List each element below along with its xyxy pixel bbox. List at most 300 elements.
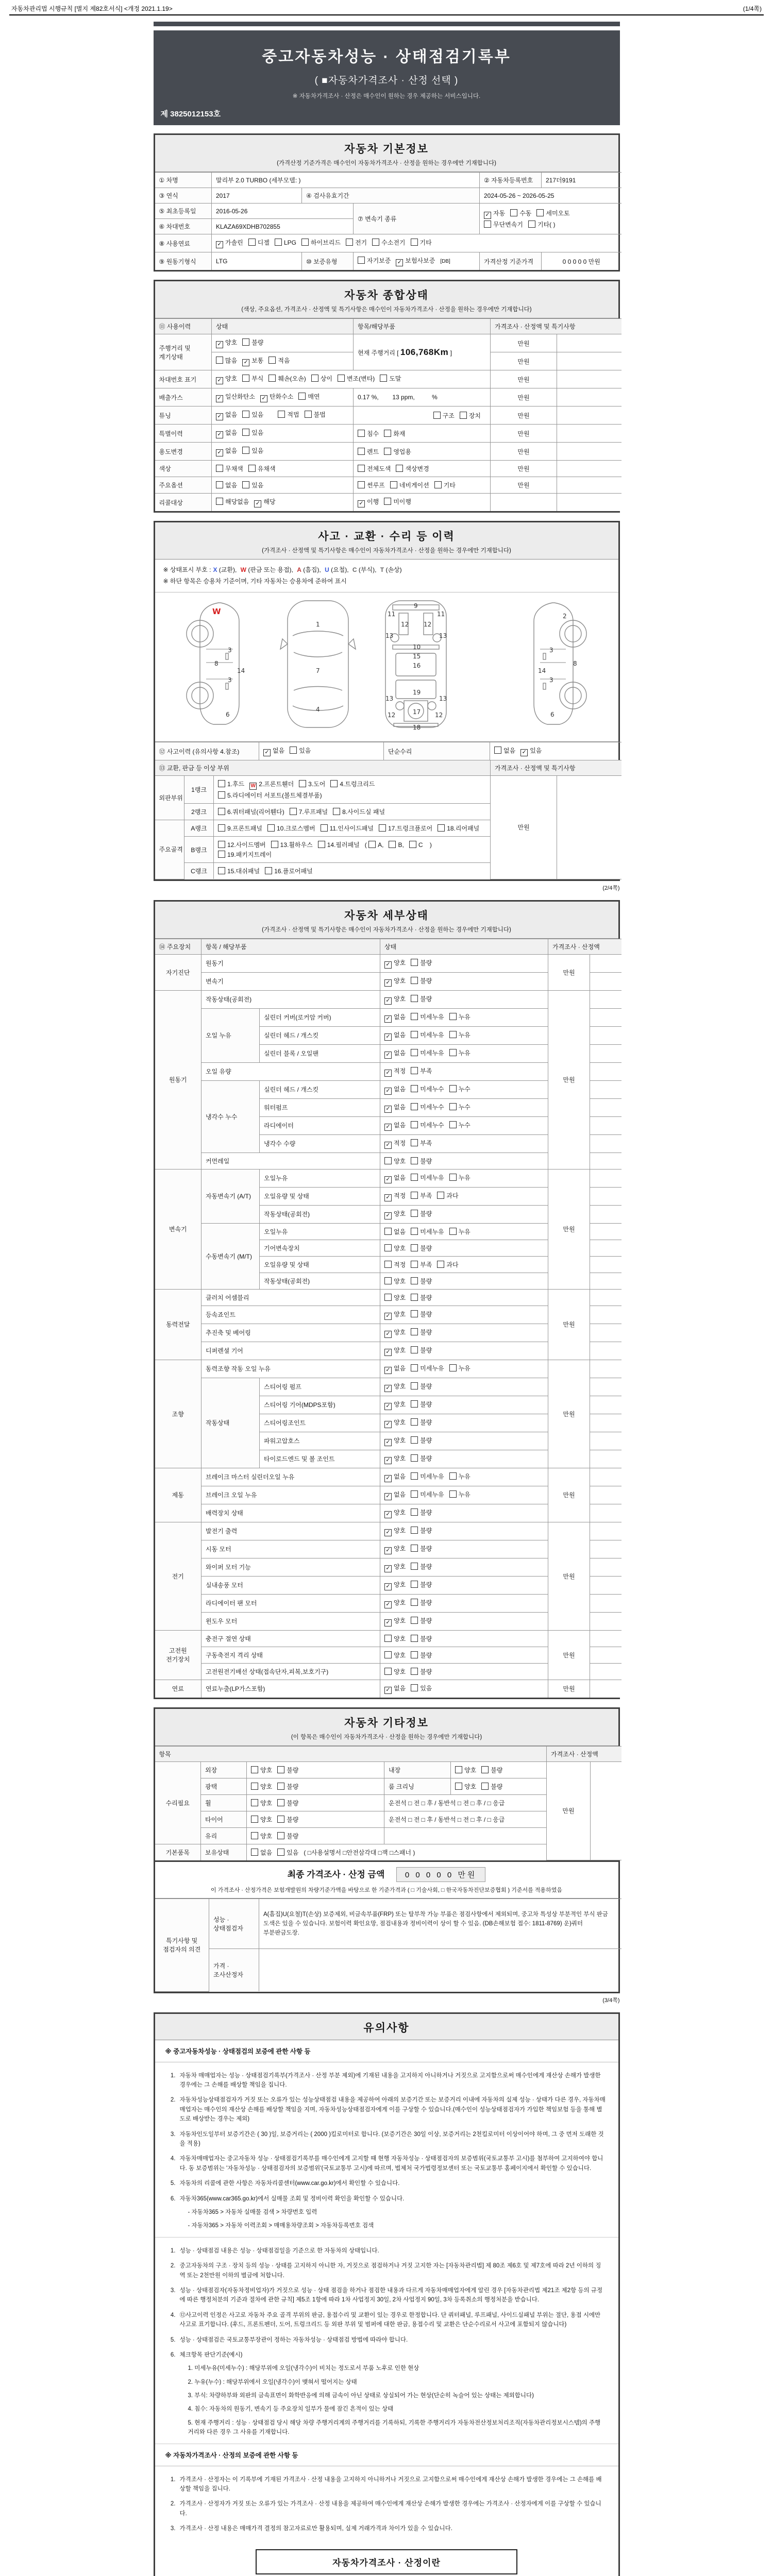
checkbox[interactable] [411, 1244, 418, 1251]
checkbox[interactable]: ✓ [384, 961, 392, 969]
checkbox[interactable] [528, 221, 535, 228]
checkbox[interactable]: ✓ [384, 1439, 392, 1446]
checkbox-option[interactable] [396, 464, 429, 473]
checkbox-option[interactable] [358, 447, 379, 456]
checkbox[interactable] [411, 1635, 418, 1642]
checkbox[interactable] [330, 780, 338, 787]
checkbox-option[interactable] [411, 1157, 432, 1165]
checkbox[interactable] [449, 1103, 457, 1110]
checkbox[interactable] [290, 808, 297, 815]
checkbox-option[interactable] [251, 1832, 272, 1840]
checkbox-option[interactable] [384, 958, 406, 969]
checkbox-option[interactable] [384, 1157, 406, 1165]
checkbox[interactable] [411, 1599, 418, 1606]
checkbox-option[interactable] [384, 1490, 406, 1500]
checkbox-option[interactable] [275, 239, 296, 246]
checkbox-option[interactable] [277, 1815, 298, 1824]
checkbox-option[interactable] [384, 994, 406, 1005]
checkbox[interactable]: ✓ [384, 1565, 392, 1572]
checkbox-option[interactable] [384, 1173, 406, 1183]
checkbox-option[interactable] [218, 850, 272, 859]
checkbox[interactable] [449, 1364, 457, 1371]
checkbox-option[interactable] [510, 209, 531, 217]
checkbox-option[interactable] [216, 446, 237, 456]
checkbox[interactable] [248, 239, 256, 246]
checkbox-option[interactable] [411, 1012, 444, 1021]
checkbox-option[interactable] [411, 1418, 432, 1427]
checkbox-option[interactable] [411, 994, 432, 1003]
checkbox[interactable] [411, 1139, 418, 1146]
checkbox[interactable]: ✓ [384, 1015, 392, 1023]
checkbox[interactable] [277, 1816, 284, 1823]
checkbox[interactable] [484, 221, 491, 228]
checkbox[interactable] [411, 1472, 418, 1480]
checkbox[interactable]: ✓ [396, 259, 403, 266]
checkbox-option[interactable] [396, 256, 435, 266]
checkbox[interactable] [411, 1684, 418, 1691]
checkbox-option[interactable] [455, 1782, 476, 1791]
checkbox-option[interactable] [242, 446, 263, 455]
checkbox-option[interactable] [484, 209, 505, 219]
checkbox[interactable] [411, 1121, 418, 1128]
checkbox-option[interactable] [218, 840, 266, 849]
checkbox-option[interactable] [384, 1066, 406, 1077]
checkbox[interactable] [411, 1400, 418, 1408]
checkbox[interactable] [411, 1328, 418, 1335]
checkbox[interactable]: ✓ [384, 1313, 392, 1320]
checkbox-option[interactable] [290, 807, 328, 816]
checkbox-option[interactable] [411, 1634, 432, 1643]
checkbox[interactable] [311, 375, 318, 382]
checkbox-option[interactable] [434, 481, 456, 489]
checkbox[interactable] [460, 412, 467, 419]
checkbox-option[interactable] [437, 1191, 458, 1200]
checkbox[interactable] [216, 481, 223, 488]
checkbox[interactable] [267, 824, 275, 832]
checkbox[interactable] [358, 448, 365, 455]
checkbox[interactable] [411, 1192, 418, 1199]
checkbox[interactable] [251, 1832, 258, 1839]
checkbox[interactable] [384, 430, 391, 437]
checkbox-option[interactable] [433, 411, 455, 420]
checkbox-option[interactable] [218, 824, 262, 833]
checkbox[interactable] [437, 1192, 444, 1199]
checkbox-option[interactable] [390, 481, 429, 489]
checkbox[interactable] [290, 747, 297, 754]
checkbox[interactable]: ✓ [384, 1385, 392, 1392]
checkbox-option[interactable] [242, 356, 263, 366]
checkbox[interactable] [358, 465, 365, 472]
checkbox[interactable] [411, 1067, 418, 1074]
checkbox[interactable]: ✓ [384, 1601, 392, 1608]
checkbox-option[interactable] [449, 1364, 470, 1372]
checkbox-w-mark[interactable]: W [249, 783, 257, 790]
checkbox[interactable]: ✓ [358, 500, 365, 507]
checkbox-option[interactable] [216, 374, 237, 384]
checkbox[interactable] [510, 209, 517, 216]
checkbox[interactable] [358, 430, 365, 437]
checkbox-option[interactable] [520, 746, 542, 756]
checkbox[interactable] [277, 1783, 284, 1790]
checkbox-option[interactable] [384, 1508, 406, 1518]
checkbox-option[interactable] [379, 824, 432, 833]
checkbox[interactable] [411, 1049, 418, 1056]
checkbox[interactable]: ✓ [384, 1511, 392, 1518]
checkbox[interactable]: ✓ [216, 241, 223, 248]
checkbox-option[interactable] [216, 497, 249, 506]
checkbox-option[interactable] [384, 1526, 406, 1536]
checkbox[interactable] [411, 995, 418, 1002]
checkbox-option[interactable] [411, 1400, 432, 1409]
checkbox[interactable] [277, 1766, 284, 1773]
checkbox-option[interactable] [449, 1490, 470, 1499]
checkbox[interactable] [434, 481, 442, 488]
checkbox-option[interactable] [248, 238, 270, 247]
checkbox[interactable] [411, 1013, 418, 1020]
checkbox-option[interactable] [411, 1293, 432, 1302]
checkbox-option[interactable] [449, 1472, 470, 1481]
checkbox[interactable]: ✓ [384, 1088, 392, 1095]
checkbox-option[interactable] [411, 1048, 444, 1057]
checkbox-option[interactable] [411, 1651, 432, 1659]
checkbox[interactable]: ✓ [384, 997, 392, 1005]
checkbox[interactable] [411, 1294, 418, 1301]
checkbox-option[interactable] [384, 1436, 406, 1446]
checkbox-option[interactable] [411, 1121, 444, 1129]
checkbox-option[interactable] [384, 1382, 406, 1392]
checkbox[interactable] [278, 411, 285, 418]
checkbox[interactable] [218, 780, 225, 787]
checkbox-option[interactable] [384, 1364, 406, 1374]
checkbox-option[interactable] [242, 374, 263, 383]
checkbox-option[interactable] [481, 1782, 502, 1791]
checkbox[interactable] [411, 1346, 418, 1353]
checkbox[interactable] [384, 1157, 392, 1164]
checkbox[interactable] [411, 959, 418, 966]
checkbox-option[interactable] [411, 1526, 432, 1535]
checkbox-option[interactable] [384, 1346, 406, 1356]
checkbox-option[interactable] [384, 1030, 406, 1041]
checkbox[interactable] [384, 1261, 392, 1268]
checkbox[interactable] [449, 1013, 457, 1020]
checkbox-option[interactable] [411, 1328, 432, 1336]
checkbox[interactable] [411, 1261, 418, 1268]
checkbox-option[interactable] [380, 374, 401, 383]
checkbox-option[interactable] [411, 1260, 432, 1269]
checkbox[interactable] [411, 1581, 418, 1588]
checkbox-option[interactable] [216, 464, 243, 473]
checkbox[interactable] [449, 1490, 457, 1498]
checkbox-option[interactable] [249, 779, 294, 790]
checkbox[interactable] [218, 824, 225, 832]
checkbox[interactable]: ✓ [384, 1493, 392, 1500]
checkbox[interactable] [411, 1382, 418, 1389]
checkbox-option[interactable] [494, 746, 515, 755]
checkbox-option[interactable] [411, 1066, 432, 1075]
checkbox[interactable]: ✓ [384, 1194, 392, 1201]
checkbox-option[interactable] [242, 338, 263, 347]
checkbox[interactable] [411, 1617, 418, 1624]
checkbox[interactable] [411, 1651, 418, 1658]
checkbox-option[interactable] [277, 1799, 298, 1807]
checkbox-option[interactable] [449, 1048, 470, 1057]
checkbox-option[interactable] [384, 1227, 406, 1236]
checkbox-option[interactable] [411, 1277, 432, 1285]
checkbox-option[interactable] [411, 958, 432, 967]
checkbox[interactable]: ✓ [384, 1212, 392, 1219]
checkbox-option[interactable] [251, 1782, 272, 1791]
checkbox[interactable] [384, 1294, 392, 1301]
checkbox-option[interactable] [411, 1382, 432, 1391]
checkbox-option[interactable] [218, 791, 322, 800]
checkbox-option[interactable] [411, 1244, 432, 1252]
checkbox[interactable]: ✓ [384, 1619, 392, 1626]
checkbox-option[interactable] [358, 497, 379, 507]
checkbox-option[interactable] [368, 841, 383, 849]
checkbox-option[interactable] [218, 807, 284, 816]
checkbox[interactable]: ✓ [216, 413, 223, 420]
checkbox[interactable]: ✓ [216, 395, 223, 402]
checkbox[interactable]: ✓ [384, 1142, 392, 1149]
checkbox-option[interactable] [358, 481, 385, 489]
checkbox-option[interactable] [346, 238, 367, 247]
checkbox-option[interactable] [384, 1310, 406, 1320]
checkbox[interactable] [305, 411, 312, 418]
checkbox[interactable]: ✓ [384, 1106, 392, 1113]
checkbox-option[interactable] [268, 374, 306, 383]
checkbox-option[interactable] [411, 1436, 432, 1445]
checkbox-option[interactable] [411, 1544, 432, 1553]
checkbox-option[interactable] [384, 1400, 406, 1410]
checkbox-option[interactable] [449, 1012, 470, 1021]
checkbox[interactable] [277, 1832, 284, 1839]
checkbox-option[interactable] [411, 1562, 432, 1571]
checkbox[interactable]: ✓ [384, 1124, 392, 1131]
checkbox-option[interactable] [277, 1832, 298, 1840]
checkbox[interactable] [536, 209, 544, 216]
checkbox-option[interactable] [384, 1328, 406, 1338]
checkbox-option[interactable] [278, 410, 299, 419]
checkbox[interactable]: ✓ [384, 1070, 392, 1077]
checkbox-option[interactable] [251, 1848, 272, 1857]
checkbox-option[interactable] [318, 840, 360, 849]
checkbox[interactable]: ✓ [263, 749, 271, 756]
checkbox-option[interactable] [384, 976, 406, 987]
checkbox[interactable] [384, 498, 391, 505]
checkbox-option[interactable] [330, 779, 375, 788]
checkbox[interactable] [494, 747, 501, 754]
checkbox[interactable] [409, 841, 416, 848]
checkbox[interactable]: ✓ [484, 212, 491, 219]
checkbox[interactable] [242, 481, 249, 488]
checkbox[interactable] [301, 239, 309, 246]
checkbox[interactable] [449, 1228, 457, 1235]
checkbox-option[interactable] [384, 1562, 406, 1572]
checkbox[interactable] [411, 1668, 418, 1675]
checkbox-option[interactable] [411, 976, 432, 985]
checkbox-option[interactable] [409, 841, 423, 849]
checkbox[interactable] [411, 1436, 418, 1444]
checkbox-option[interactable] [384, 1472, 406, 1482]
checkbox[interactable]: ✓ [216, 341, 223, 348]
checkbox-option[interactable] [411, 1472, 444, 1481]
checkbox-option[interactable] [290, 746, 311, 755]
checkbox-option[interactable] [411, 1598, 432, 1607]
checkbox[interactable] [368, 841, 376, 848]
checkbox-option[interactable] [384, 1651, 406, 1659]
checkbox-option[interactable] [384, 1634, 406, 1643]
checkbox[interactable] [411, 1174, 418, 1181]
checkbox[interactable] [396, 465, 403, 472]
checkbox[interactable] [265, 867, 272, 874]
checkbox[interactable] [358, 257, 365, 264]
checkbox[interactable] [242, 375, 249, 382]
checkbox[interactable] [411, 1509, 418, 1516]
checkbox[interactable] [242, 411, 249, 418]
checkbox-option[interactable] [411, 1030, 444, 1039]
checkbox-option[interactable] [263, 746, 284, 756]
checkbox-option[interactable] [311, 374, 332, 383]
checkbox-option[interactable] [389, 841, 404, 849]
checkbox-option[interactable] [216, 356, 237, 365]
checkbox-option[interactable] [411, 1310, 432, 1318]
checkbox-option[interactable] [268, 356, 290, 365]
checkbox-option[interactable] [384, 1084, 406, 1095]
checkbox-option[interactable] [411, 1490, 444, 1499]
checkbox[interactable] [481, 1766, 489, 1773]
checkbox[interactable] [277, 1849, 284, 1856]
checkbox-option[interactable] [299, 779, 325, 788]
checkbox-option[interactable] [384, 1454, 406, 1464]
checkbox-option[interactable] [384, 1048, 406, 1059]
checkbox-option[interactable] [384, 1191, 406, 1201]
checkbox[interactable] [268, 357, 276, 364]
checkbox-option[interactable] [384, 1544, 406, 1554]
checkbox-option[interactable] [481, 1766, 502, 1774]
checkbox-option[interactable] [242, 410, 263, 419]
checkbox[interactable]: ✓ [520, 749, 528, 756]
checkbox-option[interactable] [449, 1173, 470, 1182]
checkbox[interactable] [411, 1418, 418, 1426]
checkbox[interactable] [346, 239, 353, 246]
checkbox[interactable] [411, 1490, 418, 1498]
checkbox-option[interactable] [384, 1598, 406, 1608]
checkbox[interactable] [251, 1766, 258, 1773]
checkbox-option[interactable] [384, 1260, 406, 1269]
checkbox-option[interactable] [333, 807, 385, 816]
checkbox[interactable] [218, 791, 225, 799]
checkbox[interactable]: ✓ [384, 1529, 392, 1536]
checkbox[interactable] [242, 429, 249, 436]
checkbox[interactable] [218, 808, 225, 815]
checkbox-option[interactable] [460, 411, 481, 420]
checkbox-option[interactable] [411, 1684, 432, 1692]
checkbox-option[interactable] [384, 429, 405, 438]
checkbox[interactable] [437, 1261, 444, 1268]
checkbox[interactable] [251, 1783, 258, 1790]
checkbox[interactable] [333, 808, 340, 815]
checkbox-option[interactable] [384, 1580, 406, 1590]
checkbox-option[interactable] [305, 410, 326, 419]
checkbox[interactable] [268, 375, 276, 382]
checkbox-option[interactable] [411, 1191, 432, 1200]
checkbox-option[interactable] [242, 428, 263, 437]
checkbox[interactable] [379, 824, 386, 832]
checkbox[interactable] [411, 1228, 418, 1235]
checkbox[interactable] [449, 1174, 457, 1181]
checkbox[interactable]: ✓ [384, 1475, 392, 1482]
checkbox[interactable] [449, 1049, 457, 1056]
checkbox-option[interactable] [216, 392, 255, 402]
checkbox[interactable] [251, 1849, 258, 1856]
checkbox[interactable] [390, 481, 397, 488]
checkbox[interactable] [338, 375, 345, 382]
checkbox-option[interactable] [411, 1667, 432, 1676]
checkbox-option[interactable] [216, 238, 243, 248]
checkbox-option[interactable] [218, 779, 244, 788]
checkbox[interactable] [411, 1031, 418, 1038]
checkbox-option[interactable] [411, 238, 432, 247]
checkbox[interactable] [411, 1210, 418, 1217]
checkbox-option[interactable] [216, 338, 237, 348]
checkbox[interactable] [218, 841, 225, 848]
checkbox[interactable] [449, 1121, 457, 1128]
checkbox-option[interactable] [271, 840, 313, 849]
checkbox[interactable] [242, 338, 249, 346]
checkbox[interactable] [481, 1783, 489, 1790]
checkbox[interactable]: ✓ [254, 500, 261, 507]
checkbox[interactable]: ✓ [216, 449, 223, 456]
checkbox[interactable] [449, 1472, 457, 1480]
checkbox[interactable] [275, 239, 282, 246]
checkbox-option[interactable] [384, 1667, 406, 1676]
checkbox-option[interactable] [411, 1084, 444, 1093]
checkbox[interactable] [411, 1277, 418, 1284]
checkbox[interactable] [411, 1364, 418, 1371]
checkbox[interactable] [384, 1668, 392, 1675]
checkbox-option[interactable] [338, 374, 375, 383]
checkbox[interactable]: ✓ [216, 431, 223, 438]
checkbox-option[interactable] [411, 1616, 432, 1625]
checkbox-option[interactable] [372, 238, 405, 247]
checkbox-option[interactable] [437, 1260, 458, 1269]
checkbox-option[interactable] [411, 1580, 432, 1589]
checkbox[interactable] [455, 1766, 462, 1773]
checkbox[interactable]: ✓ [242, 359, 249, 366]
checkbox-option[interactable] [411, 1227, 444, 1236]
checkbox[interactable]: ✓ [384, 1687, 392, 1694]
checkbox[interactable] [372, 239, 379, 246]
checkbox-option[interactable] [411, 1103, 444, 1111]
checkbox-option[interactable] [455, 1766, 476, 1774]
checkbox-option[interactable] [358, 464, 391, 473]
checkbox-option[interactable] [251, 1766, 272, 1774]
checkbox[interactable] [411, 1085, 418, 1092]
checkbox[interactable] [455, 1783, 462, 1790]
checkbox-option[interactable] [384, 1244, 406, 1252]
checkbox-option[interactable] [384, 1209, 406, 1219]
checkbox[interactable] [433, 412, 441, 419]
checkbox-option[interactable] [384, 1616, 406, 1626]
checkbox[interactable] [411, 1527, 418, 1534]
checkbox[interactable] [218, 867, 225, 874]
checkbox[interactable]: ✓ [384, 1421, 392, 1428]
checkbox[interactable] [384, 1635, 392, 1642]
checkbox[interactable] [380, 375, 387, 382]
checkbox[interactable] [411, 1157, 418, 1164]
checkbox[interactable] [389, 841, 396, 848]
checkbox-option[interactable] [260, 392, 293, 402]
